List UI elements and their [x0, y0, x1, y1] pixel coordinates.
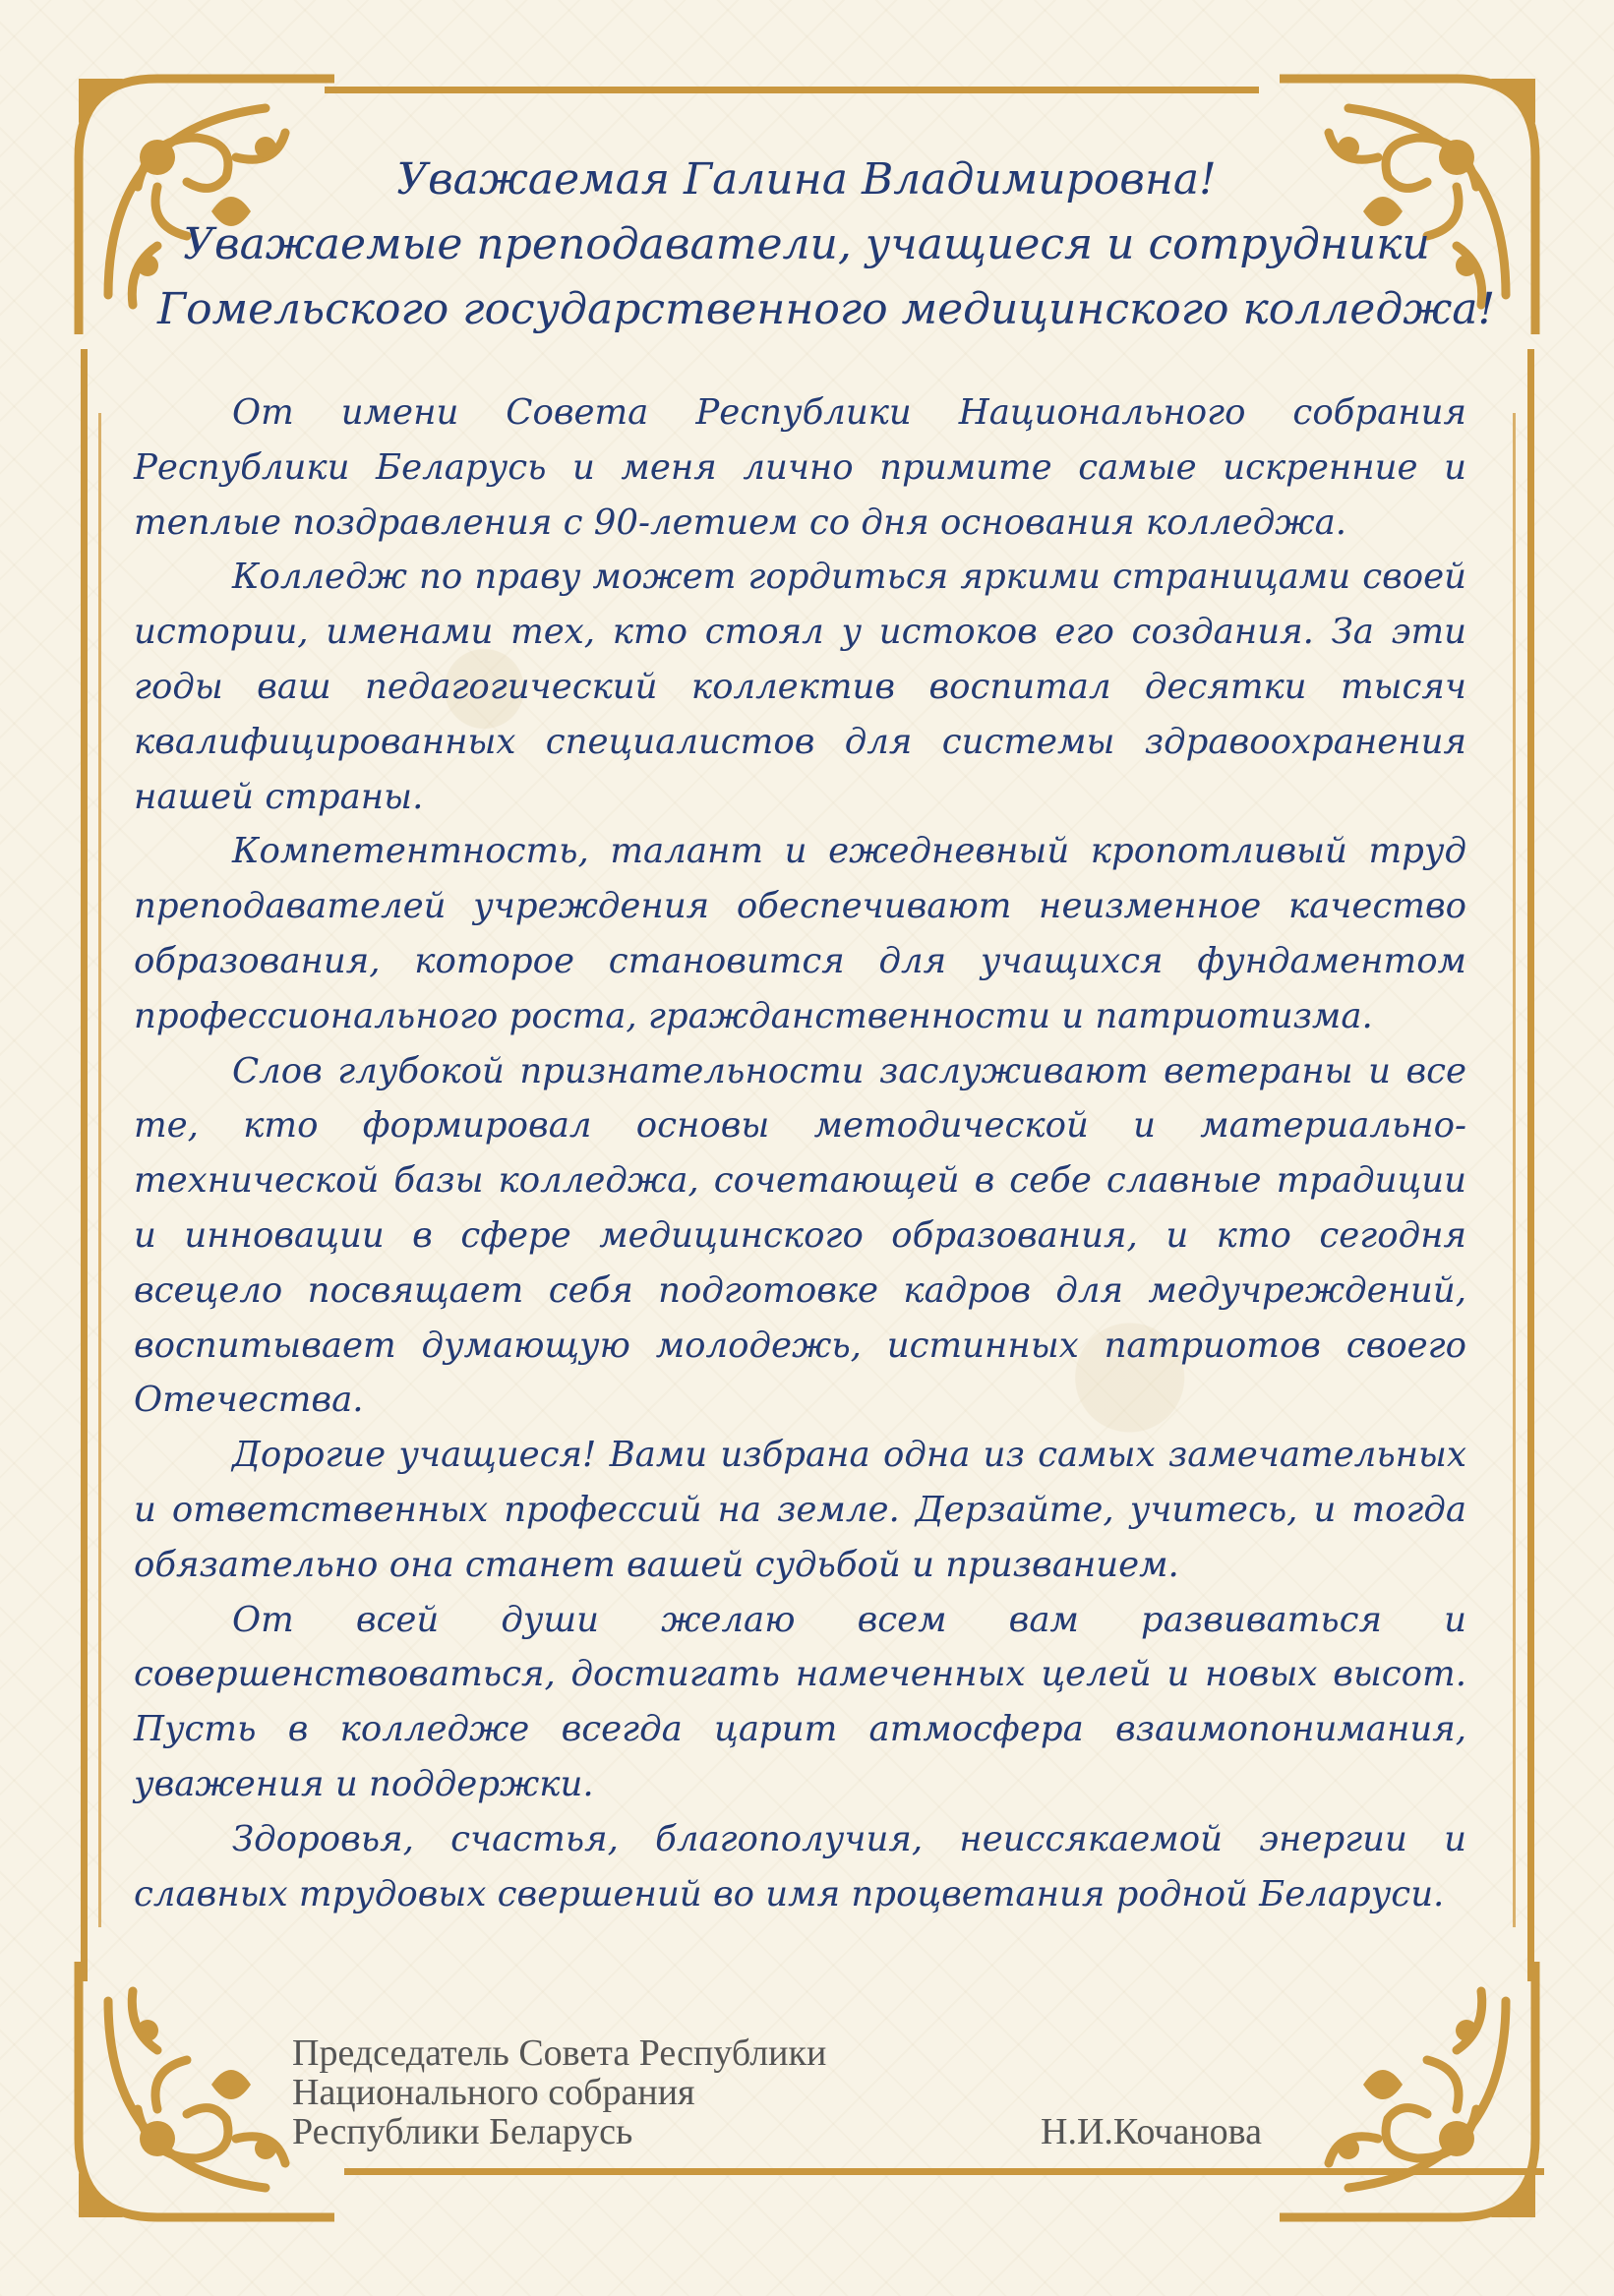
- signature-position-line: Национального собрания: [292, 2072, 695, 2113]
- body-paragraph: Колледж по праву может гордиться яркими страницами своей истории, именами тех, кто стоял у истоков его создания. За эти годы ваш педагогический коллектив воспитал десятки тысяч квалифицированных специалистов для системы здравоохранения нашей страны.: [134, 557, 1466, 817]
- body-paragraph: От имени Совета Республики Национального собрания Республики Беларусь и меня лично примите самые искренние и теплые поздравления с 90-летием со дня основания колледжа.: [134, 392, 1466, 543]
- salutation-line: Уважаемые преподаватели, учащиеся и сотрудники: [183, 219, 1430, 269]
- salutation-block: [157, 147, 1496, 342]
- salutation-line: Гомельского государственного медицинского колледжа!: [157, 284, 1496, 334]
- signature-position-line: Председатель Совета Республики: [292, 2032, 827, 2074]
- signatory-name: Н.И.Кочанова: [1041, 2111, 1262, 2152]
- body-paragraph: Дорогие учащиеся! Вами избрана одна из самых замечательных и ответственных профессий на земле. Дерзайте, учитесь, и тогда обязательно она станет вашей судьбой и призванием.: [134, 1435, 1466, 1585]
- corner-ornament-icon: [39, 1962, 334, 2257]
- frame-right-line: [1527, 349, 1534, 1981]
- body-paragraph: Компетентность, талант и ежедневный кропотливый труд преподавателей учреждения обеспечивают неизменное качество образования, которое становится для учащихся фундаментом профессионального роста, гражданственности и патриотизма.: [134, 831, 1466, 1036]
- body-paragraph: Слов глубокой признательности заслуживают ветераны и все те, кто формировал основы методической и материально-технической базы колледжа, сочетающей в себе славные традиции и инновации в сфере медицинского образования, и кто сегодня всецело посвящает себя подготовке кадров для медучреждений, воспитывает думающую молодежь, истинных патриотов своего Отечества.: [134, 1050, 1466, 1421]
- signature-position-line: Республики Беларусь: [292, 2111, 633, 2152]
- frame-right-inner-line: [1513, 413, 1516, 1927]
- body-paragraph: Здоровья, счастья, благополучия, неиссякаемой энергии и славных трудовых свершений во имя процветания родной Беларуси.: [134, 1818, 1466, 1914]
- salutation-line: Уважаемая Галина Владимировна!: [396, 154, 1217, 205]
- letter-body: [134, 385, 1466, 1921]
- body-paragraph: От всей души желаю всем вам развиваться и совершенствоваться, достигать намеченных целей и новых высот. Пусть в колледже всегда царит атмосфера взаимопонимания, уважения и поддержки.: [134, 1599, 1466, 1804]
- frame-left-inner-line: [98, 413, 101, 1927]
- frame-top-line: [325, 87, 1259, 93]
- frame-left-line: [81, 349, 88, 1981]
